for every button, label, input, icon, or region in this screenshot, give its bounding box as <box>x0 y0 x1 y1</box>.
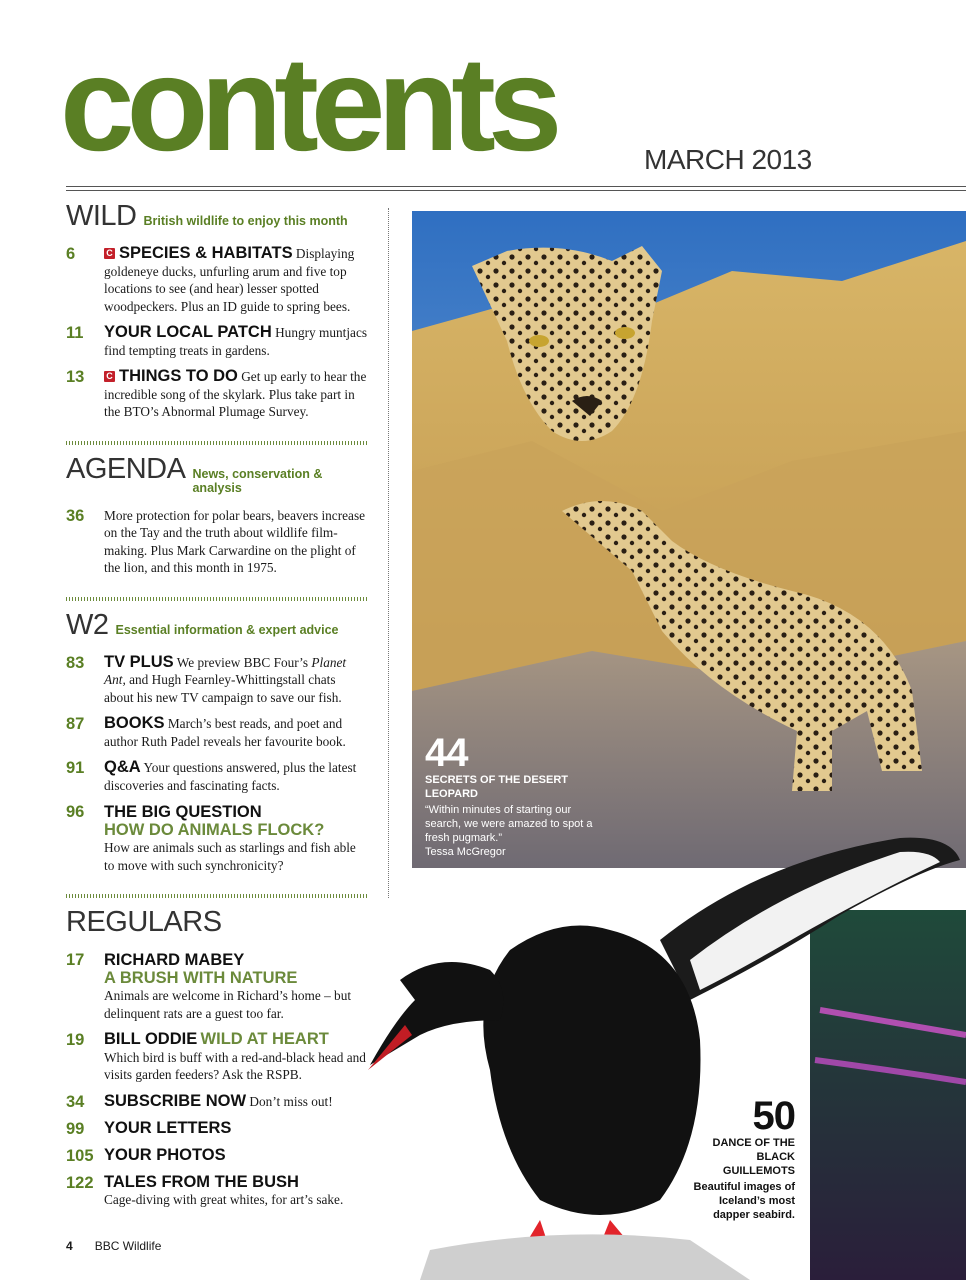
entry-subtitle: A BRUSH WITH NATURE <box>104 969 298 987</box>
page-number: 11 <box>66 324 84 342</box>
contents-entry[interactable] <box>66 1120 368 1138</box>
section-subtitle: British wildlife to enjoy this month <box>143 214 348 228</box>
contents-list <box>66 200 368 1209</box>
header-rule <box>66 186 966 187</box>
c-badge-icon: C <box>104 371 115 382</box>
page-number: 105 <box>66 1146 94 1165</box>
page-number: 19 <box>66 1031 85 1049</box>
footer-page-number: 4 <box>66 1239 73 1253</box>
page-number: 13 <box>66 368 85 386</box>
guillemot-photo[interactable] <box>360 820 966 1280</box>
contents-entry[interactable] <box>66 1093 368 1111</box>
entry-title: RICHARD MABEY <box>104 951 245 969</box>
entry-text: Get up early to hear the incredible song of the skylark. Plus take part in the BTO’s Abnormal Plumage Survey. <box>104 369 367 419</box>
page-number: 91 <box>66 759 85 777</box>
entry-title: BOOKS <box>104 714 165 732</box>
entry-text: Which bird is buff with a red-and-black head and visits garden feeders? Ask the RSPB. <box>104 1049 366 1082</box>
contents-entry[interactable] <box>66 715 368 750</box>
section-separator <box>66 441 368 445</box>
entry-title: THINGS TO DO <box>119 367 238 385</box>
page-number: 83 <box>66 653 85 672</box>
c-badge-icon: C <box>104 248 115 259</box>
guillemot-feature-caption[interactable] <box>690 1096 795 1222</box>
feature-page-number: 44 <box>425 731 468 775</box>
issue-date: MARCH 2013 <box>644 144 812 175</box>
page-number: 34 <box>66 1092 85 1111</box>
section-separator <box>66 894 368 898</box>
entry-text: We preview BBC Four’s <box>176 654 309 670</box>
section-subtitle: News, conservation & analysis <box>192 466 323 495</box>
feature-headline: DANCE OF THE BLACK GUILLEMOTS <box>712 1137 795 1177</box>
entry-text: Animals are welcome in Richard’s home – but delinquent rats are a guest too far. <box>104 988 352 1021</box>
entry-title: Q&A <box>104 758 141 776</box>
entry-title: BILL ODDIE <box>104 1030 198 1048</box>
entry-text: March’s best reads, and poet and author Ruth Padel reveals her favourite book. <box>104 716 346 749</box>
contents-entry[interactable] <box>66 507 368 577</box>
entry-text: and Hugh Fearnley-Whittingstall chats about his new TV campaign to save our fish. <box>104 672 342 705</box>
contents-entry[interactable] <box>66 1174 368 1209</box>
section-agenda-header <box>66 453 368 495</box>
section-name: AGENDA <box>66 452 186 485</box>
section-subtitle: Essential information & expert advice <box>115 622 339 637</box>
entry-title: TV PLUS <box>104 652 174 671</box>
section-w2-header <box>66 609 368 642</box>
entry-text: Hungry muntjacs find tempting treats in gardens. <box>104 325 368 358</box>
entry-title: SPECIES & HABITATS <box>119 244 293 262</box>
underwater-panel <box>810 910 966 1280</box>
page-footer <box>66 1239 161 1253</box>
feature-page-number: 50 <box>752 1094 795 1138</box>
entry-subtitle: HOW DO ANIMALS FLOCK? <box>104 821 325 839</box>
entry-text: Cage-diving with great whites, for art’s sake. <box>104 1192 344 1207</box>
page-number: 96 <box>66 803 85 821</box>
contents-entry[interactable] <box>66 951 368 1022</box>
page-number: 122 <box>66 1173 94 1192</box>
contents-entry[interactable] <box>66 759 368 794</box>
contents-entry[interactable] <box>66 1031 368 1084</box>
contents-entry[interactable] <box>66 1147 368 1165</box>
contents-entry[interactable] <box>66 803 368 874</box>
entry-title: SUBSCRIBE NOW <box>104 1091 247 1110</box>
page-number: 36 <box>66 506 85 525</box>
contents-entry[interactable] <box>66 245 368 315</box>
section-regulars-header <box>66 906 368 939</box>
entry-text: How are animals such as starlings and fish able to move with such synchronicity? <box>104 840 356 873</box>
entry-title: YOUR PHOTOS <box>104 1145 226 1164</box>
section-name: WILD <box>66 200 137 232</box>
page-title: contents <box>60 30 555 179</box>
footer-magazine: BBC Wildlife <box>94 1239 162 1253</box>
header-rule-2 <box>66 190 966 191</box>
section-separator <box>66 597 368 601</box>
page-number: 17 <box>66 951 85 969</box>
entry-text-italic: Planet Ant, <box>104 654 347 687</box>
contents-entry[interactable] <box>66 654 368 707</box>
section-name: REGULARS <box>66 906 222 938</box>
entry-title: THE BIG QUESTION <box>104 803 262 821</box>
page-number: 6 <box>66 245 76 263</box>
section-wild-header <box>66 200 368 233</box>
entry-text: More protection for polar bears, beavers increase on the Tay and the truth about wildlife film-making. Plus Mark Carwardine on the plight of the lion, and this month in 1975. <box>104 507 366 575</box>
page-number: 99 <box>66 1119 85 1138</box>
feature-headline: SECRETS OF THE DESERT LEOPARD <box>425 774 569 800</box>
entry-title: YOUR LETTERS <box>104 1118 232 1137</box>
contents-entry[interactable] <box>66 368 368 421</box>
entry-title: YOUR LOCAL PATCH <box>104 323 272 341</box>
feature-author: Tessa McGregor <box>425 846 506 858</box>
feature-quote: “Within minutes of starting our search, we were amazed to spot a fresh pugmark.” <box>425 804 593 844</box>
entry-text: Your questions answered, plus the latest discoveries and fascinating facts. <box>104 760 357 793</box>
feature-text: Beautiful images of Iceland’s most dapper seabird. <box>693 1181 795 1221</box>
entry-title: TALES FROM THE BUSH <box>104 1172 299 1191</box>
entry-text: Displaying goldeneye ducks, unfurling arum and five top locations to see (and hear) lesser spotted woodpeckers. Plus an ID guide to spring bees. <box>104 246 355 314</box>
page-number: 87 <box>66 715 85 733</box>
entry-title-accent: WILD AT HEART <box>200 1030 329 1048</box>
contents-entry[interactable] <box>66 324 368 359</box>
section-name: W2 <box>66 608 109 641</box>
entry-text: Don’t miss out! <box>249 1093 333 1109</box>
column-divider <box>388 208 389 898</box>
